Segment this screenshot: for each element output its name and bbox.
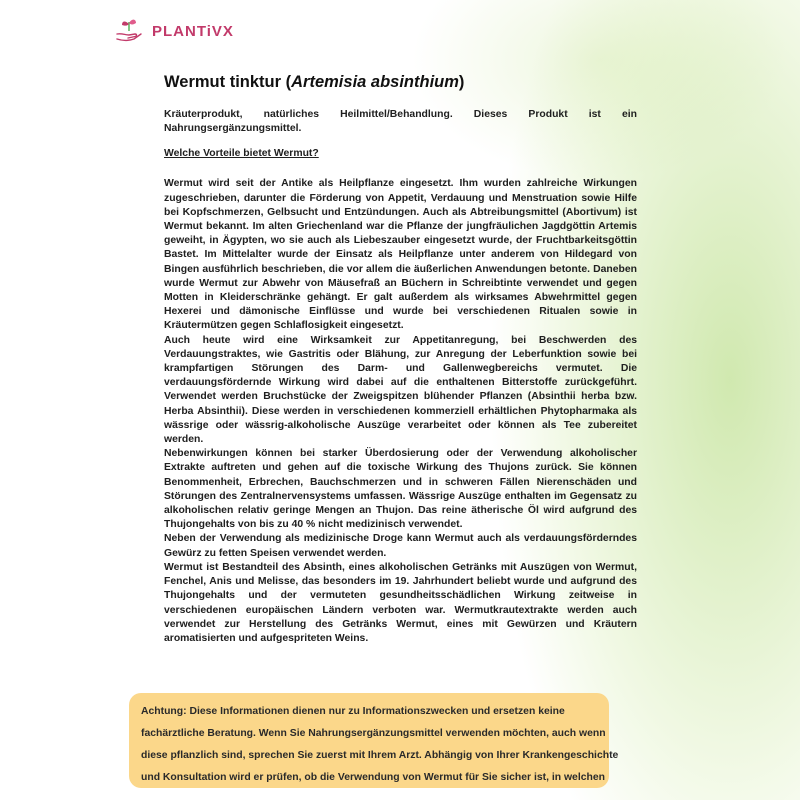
page-title xyxy=(164,73,637,92)
intro-paragraph: Kräuterprodukt, natürliches Heilmittel/Behandlung. Dieses Produkt ist ein Nahrungsergänzungsmittel. xyxy=(164,109,637,135)
warning-box xyxy=(129,693,619,788)
warning-line: fachärztliche Beratung. Wenn Sie Nahrungsergänzungsmittel verwenden möchten, auch wenn xyxy=(141,728,606,739)
warning-line: diese pflanzlich sind, sprechen Sie zuerst mit Ihrem Arzt. Abhängig von Ihrer Krankengeschichte xyxy=(141,750,619,761)
brand-logo[interactable] xyxy=(114,17,234,45)
body-paragraph: Wermut wird seit der Antike als Heilpflanze eingesetzt. Ihm wurden zahlreiche Wirkungen zugeschrieben, darunter die Förderung von Appetit, Verdauung und Menstruation sowie Hilfe bei Kopfschmerzen, Gelbsucht und Entzündungen. Auch als Abtreibungsmittel (Abortivum) ist Wermut bekannt. Im alten Griechenland war die Pflanze der jungfräulichen Jagdgöttin Artemis geweiht, in Ägypten, wo sie auch als Liebeszauber eingesetzt wurde, der Fruchtbarkeitsgöttin Bastet. Im Mittelalter wurde der Einsatz als Heilpflanze unter anderem von Hildegard von Bingen ausführlich beschrieben, die vor allem die äußerlichen Anwendungen betonte. Daneben wurde Wermut zur Abwehr von Mäusefraß an Büchern in Schreibtinte verwendet und gegen Motten in Kleiderschränke gehängt. Er galt außerdem als wirksames Abwehrmittel gegen Hexerei und dämonische Einflüsse und wurde bei verschiedenen Ritualen sowie in Kräutermützen gegen Schlaflosigkeit eingesetzt. xyxy=(164,178,637,332)
brand-name: PLANTiVX xyxy=(152,22,234,40)
title-close: ) xyxy=(458,73,465,91)
title-plain: Wermut tinktur ( xyxy=(164,73,292,91)
body-paragraph: Nebenwirkungen können bei starker Überdosierung oder der Verwendung alkoholischer Extrakte auftreten und gehen auf die toxische Wirkung des Thujons zurück. Sie können Benommenheit, Erbrechen, Bauchschmerzen und in schweren Fällen Nierenschäden und Störungen des Zentralnervensystems umfassen. Wässrige Auszüge enthalten im Gegensatz zu alkoholischen relativ geringe Mengen an Thujon. Das reine ätherische Öl wird aufgrund des Thujongehalts von bis zu 40 % nicht medizinisch verwendet. xyxy=(164,448,637,531)
title-latin-name: Artemisia absinthium xyxy=(291,73,459,91)
body-paragraph: Wermut ist Bestandteil des Absinth, eines alkoholischen Getränks mit Auszügen von Wermut, Fenchel, Anis und Melisse, das besonders im 19. Jahrhundert beliebt wurde und aufgrund des Thujongehalts und der vermuteten gesundheitsschädlichen Wirkung zeitweise in verschiedenen europäischen Ländern verboten war. Wermutkrautextrakte werden auch verwendet zur Herstellung des Getränks Wermut, eines mit Gewürzen und Kräutern aromatisierten und aufgespriteten Weins. xyxy=(164,561,637,644)
body-paragraph: Auch heute wird eine Wirksamkeit zur Appetitanregung, bei Beschwerden des Verdauungstraktes, wie Gastritis oder Blähung, zur Anregung der Leberfunktion sowie bei krampfartigen Störungen des Darm- und Gallenwegbereichs vermutet. Die verdauungsfördernde Wirkung wird dabei auf die enthaltenen Bitterstoffe zurückgeführt. Verwendet werden Bruchstücke der Zweigspitzen blühender Pflanzen (Absinthii herba bzw. Herba Absinthii). Diese werden in verschiedenen kommerziell erhältlichen Phytopharmaka als wässrige oder wässrig-alkoholische Auszüge verarbeitet oder können als Tee zubereitet werden. xyxy=(164,334,637,446)
hand-with-plant-icon xyxy=(114,17,144,45)
section-heading: Welche Vorteile bietet Wermut? xyxy=(164,148,319,160)
warning-line: Achtung: Diese Informationen dienen nur zu Informationszwecken und ersetzen keine xyxy=(141,706,565,717)
body-paragraph: Neben der Verwendung als medizinische Droge kann Wermut auch als verdauungsförderndes Gewürz zu fetten Speisen verwendet werden. xyxy=(164,533,637,559)
warning-line: und Konsultation wird er prüfen, ob die Verwendung von Wermut für Sie sicher ist, in welchen xyxy=(141,772,605,783)
article xyxy=(164,73,637,646)
